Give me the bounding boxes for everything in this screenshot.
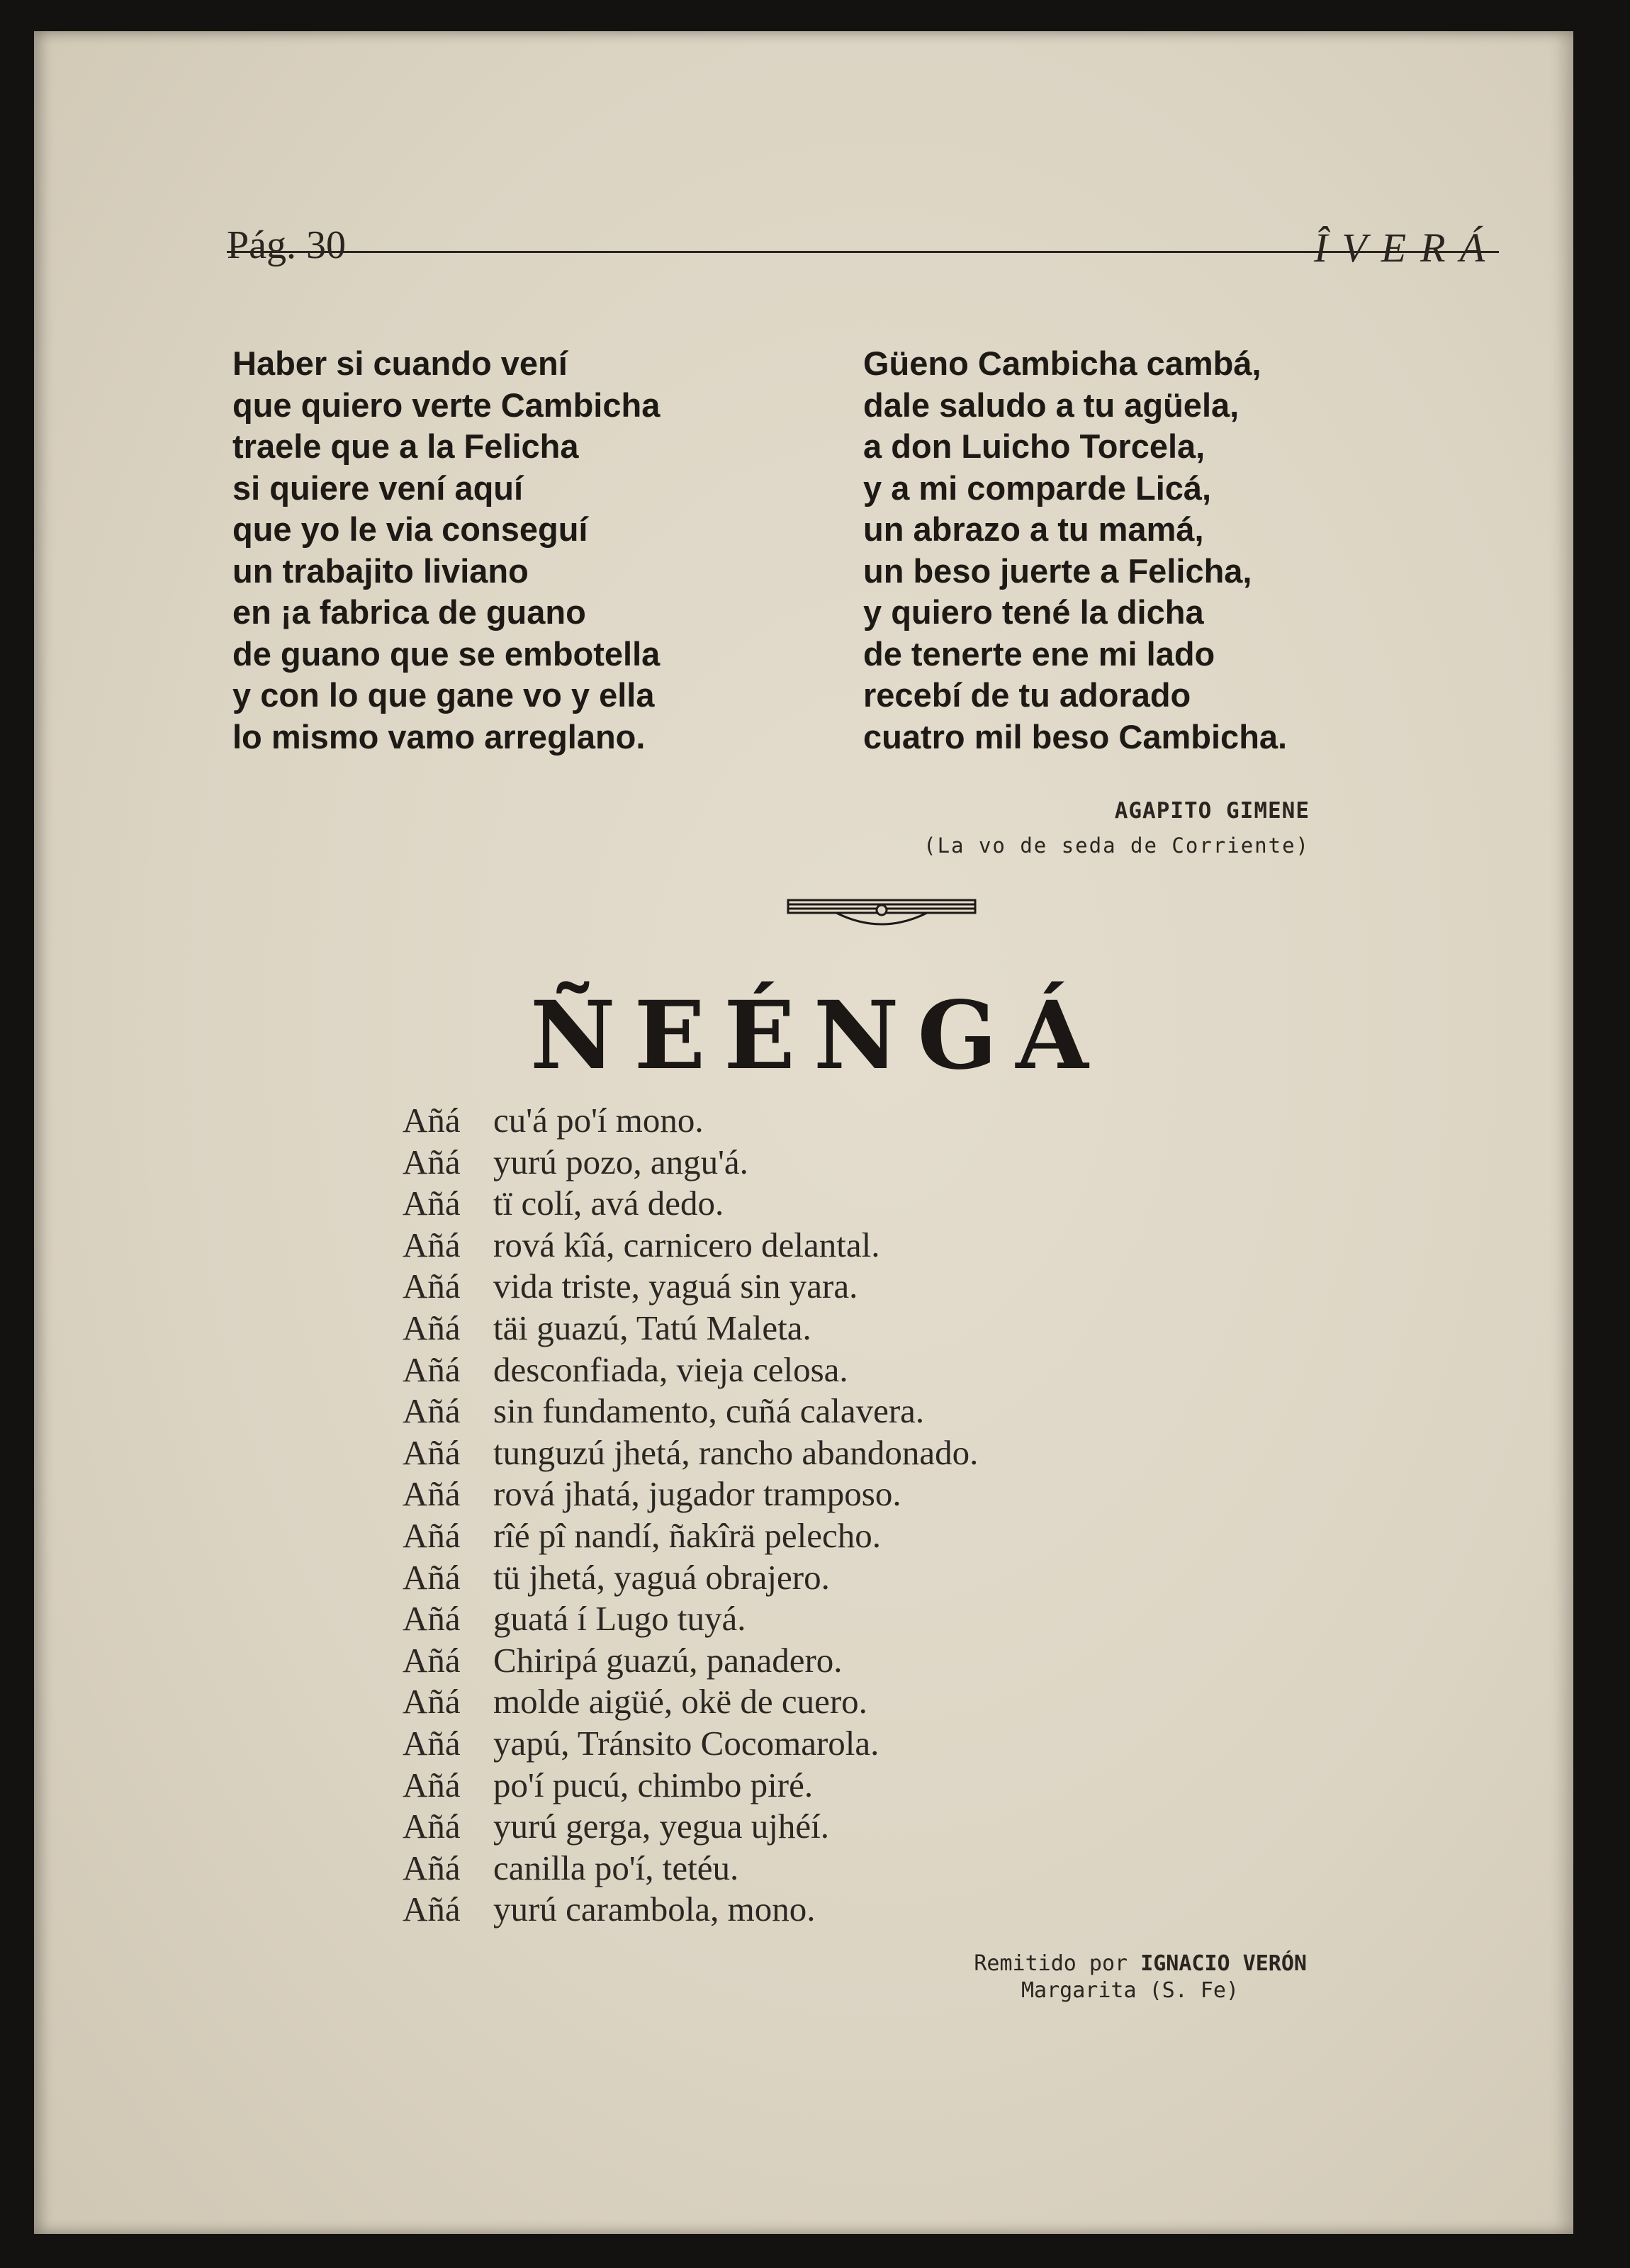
magazine-page: [34, 31, 1573, 2234]
stanza-line: lo mismo vamo arreglano.: [232, 717, 646, 756]
stanza-line: que quiero verte Cambicha: [232, 386, 661, 424]
remitted-prefix: Remitido por: [974, 1951, 1128, 1976]
stanza-line: un abrazo a tu mamá,: [863, 510, 1204, 548]
poem-line: [403, 1432, 978, 1474]
poem-line-text: molde aigüé, okë de cuero.: [493, 1682, 867, 1722]
poem-anaphora: Añá: [403, 1225, 461, 1264]
stanza-line: traele que a la Felicha: [232, 427, 579, 465]
author-signature: [923, 798, 1310, 858]
remitted-place: Margarita (S. Fe): [1021, 1978, 1239, 2003]
author-name: AGAPITO GIMENE: [1114, 798, 1310, 824]
poem-line-text: vida triste, yaguá sin yara.: [493, 1267, 858, 1306]
ornament-divider-icon: [787, 894, 977, 936]
right-stanza: [863, 343, 1287, 758]
poem-line: [403, 1266, 978, 1308]
poem-line-text: tï colí, avá dedo.: [493, 1184, 724, 1223]
poem-line-text: rîé pî nandí, ñakîrä pelecho.: [493, 1515, 881, 1555]
poem-line-text: rová jhatá, jugador tramposo.: [493, 1474, 901, 1514]
poem-line: [403, 1225, 978, 1267]
poem-anaphora: Añá: [403, 1515, 461, 1555]
poem-line-text: rová kîá, carnicero delantal.: [493, 1225, 880, 1264]
stanza-line: en ¡a fabrica de guano: [232, 593, 586, 631]
poem-anaphora: Añá: [403, 1267, 461, 1306]
remitted-by: [974, 1950, 1307, 2004]
poem-line-text: sin fundamento, cuñá calavera.: [493, 1391, 925, 1431]
poem-line: [403, 1473, 978, 1515]
stanza-line: cuatro mil beso Cambicha.: [863, 717, 1288, 756]
magazine-title: ÎVERÁ: [1313, 225, 1499, 271]
poem-line-text: po'í pucú, chimbo piré.: [493, 1765, 814, 1804]
poem-line-text: tü jhetá, yaguá obrajero.: [493, 1557, 830, 1597]
poem-line: [403, 1640, 978, 1682]
poem-line-text: yurú pozo, angu'á.: [493, 1142, 748, 1181]
poem-anaphora: Añá: [403, 1474, 461, 1514]
poem-line: [403, 1349, 978, 1391]
left-stanza: [232, 343, 660, 758]
stanza-line: un beso juerte a Felicha,: [863, 551, 1252, 590]
remitted-line: [974, 1950, 1307, 1977]
poem-line-text: yurú carambola, mono.: [493, 1890, 816, 1929]
stanza-line: y quiero tené la dicha: [863, 593, 1204, 631]
poem-anaphora: Añá: [403, 1640, 461, 1680]
poem-anaphora: Añá: [403, 1142, 461, 1181]
poem-line: [403, 1100, 978, 1142]
page-number: Pág. 30: [227, 223, 346, 267]
poem-line: [403, 1557, 978, 1599]
poem-line: [403, 1806, 978, 1848]
page-header: [227, 194, 1499, 271]
poem-line-text: yurú gerga, yegua ujhéí.: [493, 1807, 829, 1846]
poem-anaphora: Añá: [403, 1432, 461, 1472]
poem-line: [403, 1515, 978, 1557]
poem-anaphora: Añá: [403, 1184, 461, 1223]
poem-line-text: canilla po'í, tetéu.: [493, 1848, 739, 1887]
stanza-line: de tenerte ene mi lado: [863, 634, 1215, 673]
poem-anaphora: Añá: [403, 1101, 461, 1140]
poem-line: [403, 1183, 978, 1225]
stanza-line: y con lo que gane vo y ella: [232, 676, 655, 714]
poem-line: [403, 1598, 978, 1640]
stanza-line: y a mi comparde Licá,: [863, 468, 1212, 507]
stanza-line: de guano que se embotella: [232, 634, 661, 673]
poem-anaphora: Añá: [403, 1765, 461, 1804]
poem-line: [403, 1889, 978, 1931]
poem-line: [403, 1308, 978, 1349]
stanza-line: si quiere vení aquí: [232, 468, 524, 507]
stanza-line: Haber si cuando vení: [232, 344, 568, 382]
poem-line-text: guatá í Lugo tuyá.: [493, 1599, 746, 1639]
stanza-line: recebí de tu adorado: [863, 676, 1191, 714]
remitted-name: IGNACIO VERÓN: [1140, 1951, 1307, 1976]
poem-anaphora: Añá: [403, 1848, 461, 1887]
poem-body: [403, 1100, 978, 1931]
poem-title: ÑEÉNGÁ: [530, 981, 1107, 1091]
poem-line-text: tunguzú jhetá, rancho abandonado.: [493, 1432, 979, 1472]
stanza-line: dale saludo a tu agüela,: [863, 386, 1240, 424]
poem-line-text: yapú, Tránsito Cocomarola.: [493, 1723, 879, 1763]
poem-line-text: cu'á po'í mono.: [493, 1101, 704, 1140]
poem-anaphora: Añá: [403, 1599, 461, 1639]
poem-anaphora: Añá: [403, 1349, 461, 1389]
poem-line: [403, 1391, 978, 1432]
poem-anaphora: Añá: [403, 1807, 461, 1846]
poem-line: [403, 1142, 978, 1184]
stanza-line: un trabajito liviano: [232, 551, 529, 590]
stanza-line: Güeno Cambicha cambá,: [863, 344, 1261, 382]
poem-line: [403, 1848, 978, 1890]
poem-line-text: Chiripá guazú, panadero.: [493, 1640, 843, 1680]
poem-anaphora: Añá: [403, 1723, 461, 1763]
poem-line: [403, 1681, 978, 1723]
author-note: (La vo de seda de Corriente): [923, 833, 1310, 858]
poem-anaphora: Añá: [403, 1308, 461, 1347]
poem-anaphora: Añá: [403, 1391, 461, 1431]
poem-line-text: täi guazú, Tatú Maleta.: [493, 1308, 811, 1347]
poem-line-text: desconfiada, vieja celosa.: [493, 1349, 848, 1389]
poem-line: [403, 1765, 978, 1807]
stanza-line: que yo le via conseguí: [232, 510, 588, 548]
poem-anaphora: Añá: [403, 1682, 461, 1722]
poem-anaphora: Añá: [403, 1557, 461, 1597]
stanza-line: a don Luicho Torcela,: [863, 427, 1205, 465]
poem-anaphora: Añá: [403, 1890, 461, 1929]
poem-line: [403, 1723, 978, 1765]
